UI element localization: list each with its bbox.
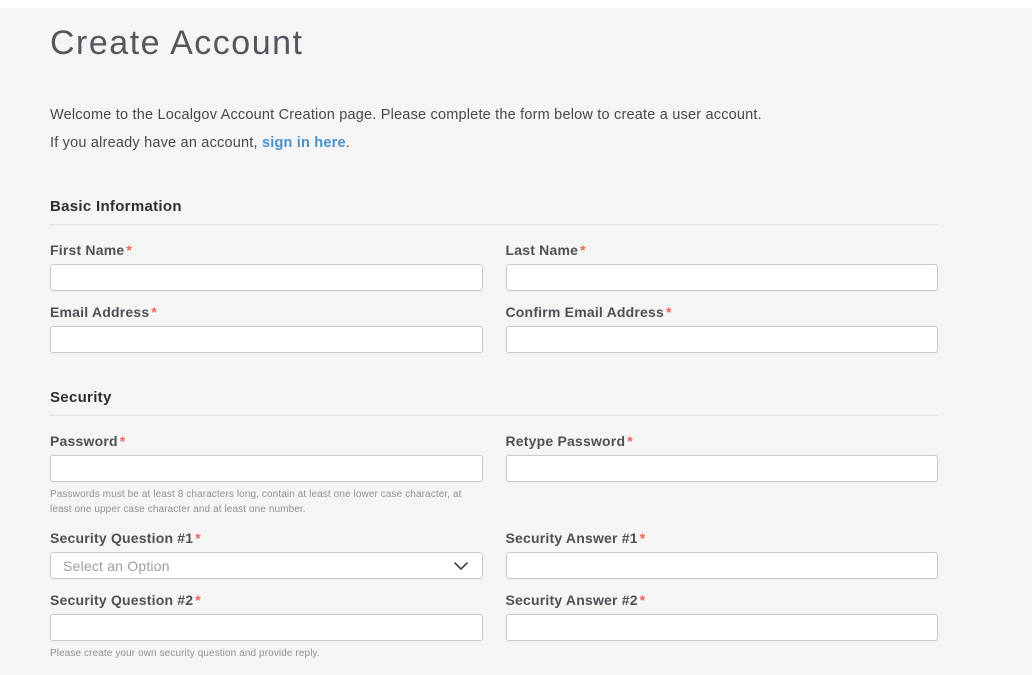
basic-information-grid	[50, 242, 938, 353]
confirm-email-address-input[interactable]	[506, 326, 939, 353]
create-account-page	[50, 8, 938, 661]
security-question-2-hint: Please create your own security question and provide reply.	[50, 648, 320, 660]
last-name-input[interactable]	[506, 264, 939, 291]
first-name-input[interactable]	[50, 264, 483, 291]
required-marker: *	[151, 304, 157, 321]
security-heading: Security	[50, 389, 112, 407]
field-email-address	[50, 304, 483, 353]
first-name-label-text: First Name	[50, 242, 125, 259]
field-last-name	[506, 242, 939, 291]
field-confirm-email-address	[506, 304, 939, 353]
password-label	[50, 433, 483, 449]
field-security-question-1	[50, 530, 483, 579]
intro-text: Welcome to the Localgov Account Creation page. Please complete the form below to create a user account.	[50, 107, 762, 123]
retype-password-label	[506, 433, 939, 449]
security-answer-2-input[interactable]	[506, 614, 939, 641]
section-divider	[50, 224, 938, 225]
signin-suffix: .	[345, 134, 350, 151]
required-marker: *	[627, 433, 633, 450]
security-answer-2-label	[506, 592, 939, 608]
page-title: Create Account	[50, 24, 304, 62]
signin-prefix: If you already have an account,	[50, 134, 262, 151]
security-answer-2-label-text: Security Answer #2	[505, 592, 638, 609]
select-placeholder: Select an Option	[63, 557, 170, 574]
email-address-input[interactable]	[50, 326, 483, 353]
intro-block	[50, 107, 938, 151]
email-address-label	[50, 304, 483, 320]
field-security-answer-2	[506, 592, 939, 641]
required-marker: *	[126, 242, 133, 259]
required-marker: *	[195, 530, 201, 547]
security-question-2-label	[50, 592, 483, 608]
password-hint: Passwords must be at least 8 characters long, contain at least one lower case character, at least one upper case character and at least one number.	[50, 489, 462, 516]
security-question-1-label-text: Security Question #1	[50, 530, 194, 547]
security-answer-1-label	[506, 530, 939, 546]
security-question-1-label	[50, 530, 483, 546]
sign-in-link[interactable]: sign in here	[261, 134, 346, 151]
last-name-label-text: Last Name	[505, 242, 579, 259]
required-marker: *	[119, 433, 126, 450]
required-marker: *	[666, 304, 672, 321]
password-label-text: Password	[50, 433, 118, 450]
required-marker: *	[580, 242, 586, 259]
chevron-down-icon	[454, 562, 468, 570]
retype-password-label-text: Retype Password	[505, 433, 626, 450]
security-answer-1-label-text: Security Answer #1	[505, 530, 638, 547]
section-basic-information	[50, 198, 938, 353]
basic-information-heading: Basic Information	[50, 198, 182, 216]
field-security-question-2	[50, 592, 483, 661]
retype-password-input[interactable]	[506, 455, 939, 482]
field-first-name	[50, 242, 483, 291]
top-white-bar	[0, 0, 1032, 8]
confirm-email-address-label-text: Confirm Email Address	[505, 304, 664, 321]
confirm-email-address-label	[506, 304, 939, 320]
field-security-answer-1	[506, 530, 939, 579]
signin-line	[50, 135, 938, 152]
security-answer-1-input[interactable]	[506, 552, 939, 579]
required-marker: *	[639, 530, 646, 547]
email-address-label-text: Email Address	[50, 304, 150, 321]
security-grid	[50, 433, 938, 661]
password-input[interactable]	[50, 455, 483, 482]
field-retype-password	[506, 433, 939, 482]
section-security	[50, 389, 938, 661]
first-name-label	[50, 242, 483, 258]
security-question-1-select[interactable]	[50, 552, 483, 579]
security-question-2-input[interactable]	[50, 614, 483, 641]
required-marker: *	[195, 592, 201, 609]
section-divider	[50, 415, 938, 416]
field-password	[50, 433, 483, 517]
required-marker: *	[639, 592, 646, 609]
security-question-2-label-text: Security Question #2	[50, 592, 194, 609]
last-name-label	[506, 242, 939, 258]
